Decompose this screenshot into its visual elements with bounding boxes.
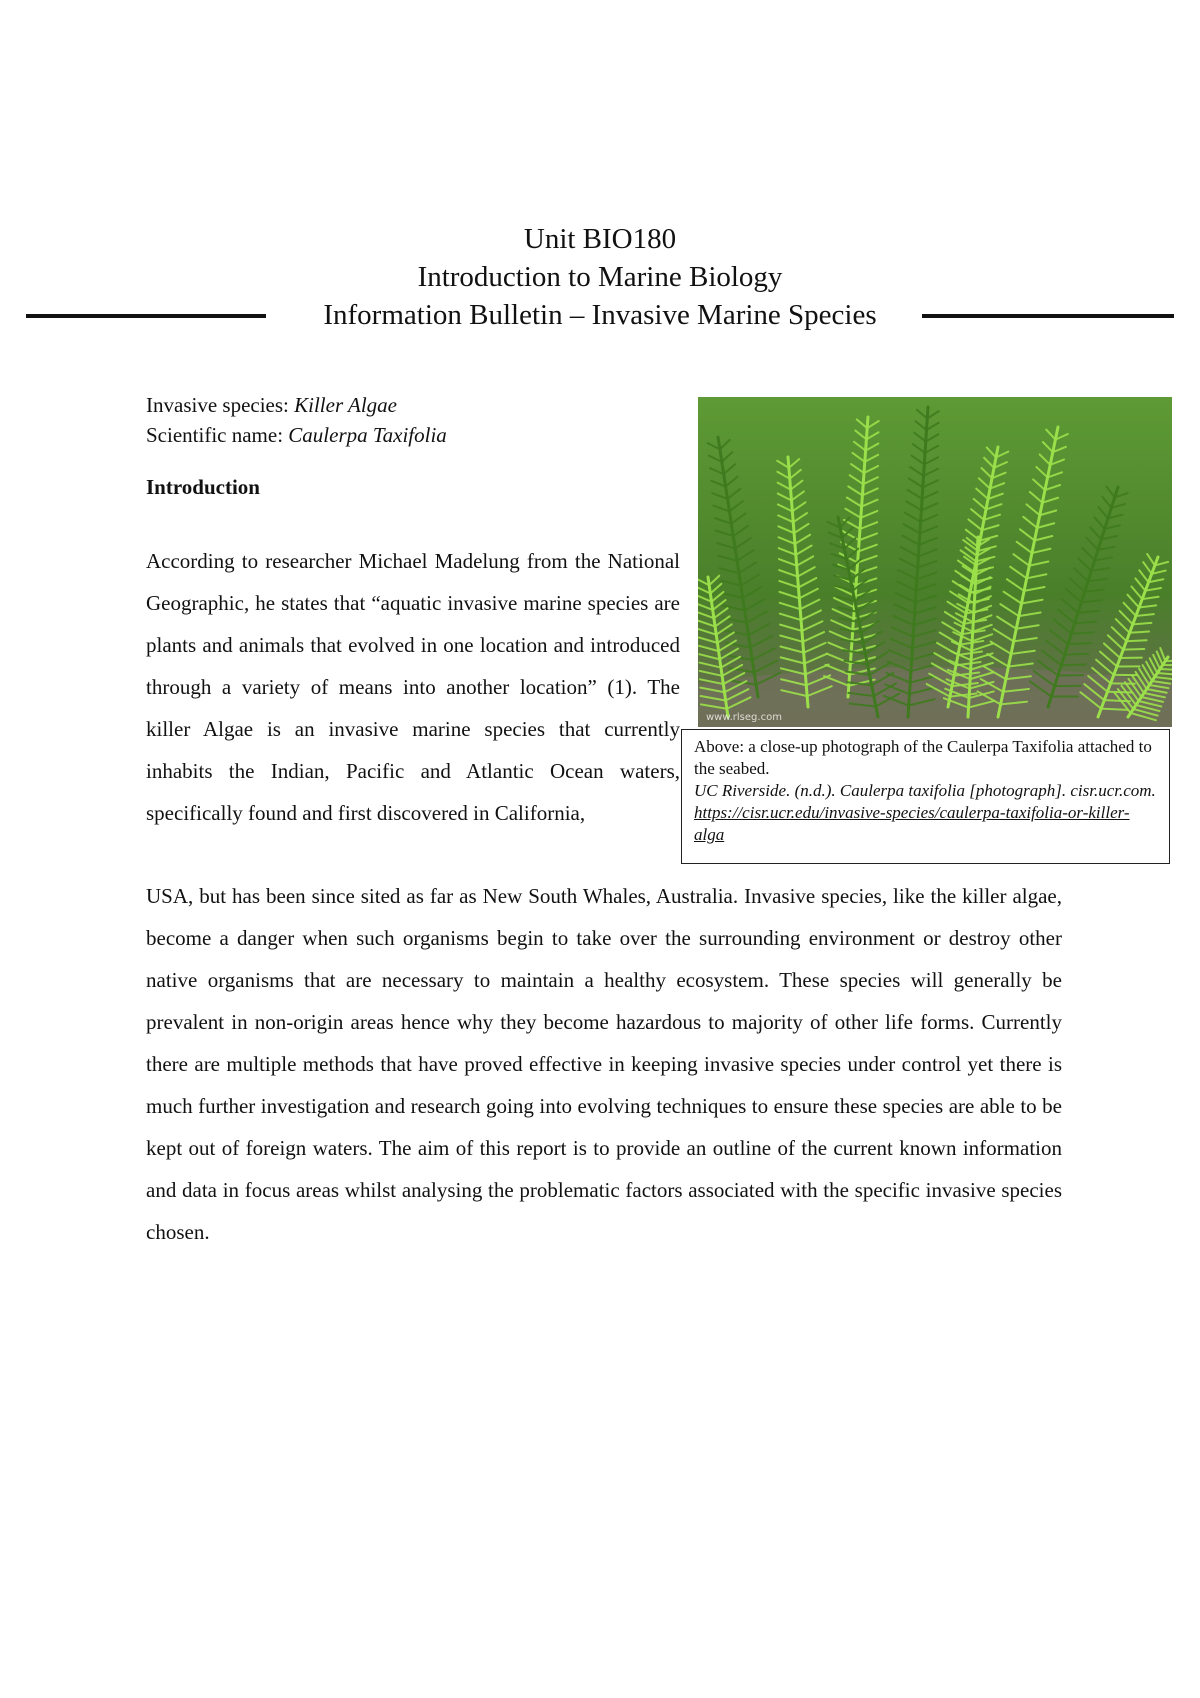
scientific-name-line [146,420,447,450]
citation-text: UC Riverside. (n.d.). Caulerpa taxifolia [photograph]. cisr.ucr.com. [694,781,1156,800]
common-name: Killer Algae [294,393,397,417]
photo-watermark: www.rlseg.com [706,712,782,723]
scientific-name: Caulerpa Taxifolia [288,423,447,447]
common-name-line [146,390,447,420]
figure-caption: Above: a close-up photograph of the Caulerpa Taxifolia attached to the seabed. [694,737,1152,778]
bulletin-title: Information Bulletin – Invasive Marine Species [323,299,877,331]
introduction-text-wrapped [146,540,680,834]
header-rule-right [922,314,1174,318]
figure-caption-box [681,729,1170,864]
citation-link[interactable]: https://cisr.ucr.edu/invasive-species/caulerpa-taxifolia-or-killer-alga [694,803,1130,844]
scientific-name-label: Scientific name: [146,423,289,447]
figure-citation [694,780,1157,846]
unit-code: Unit BIO180 [523,223,677,255]
course-title: Introduction to Marine Biology [417,261,783,293]
introduction-text-full [146,875,1062,1253]
common-name-label: Invasive species: [146,393,295,417]
algae-illustration [698,397,1172,727]
killer-algae-photo [698,397,1172,727]
species-meta [146,390,447,450]
introduction-heading: Introduction [146,475,260,499]
introduction-paragraph-end: USA, but has been since sited as far as New South Whales, Australia. Invasive species, like the killer algae, become a danger when such organisms begin to take over the surrounding environment or destroy other native organisms that are necessary to maintain a healthy ecosystem. These species will generally be prevalent in non-origin areas hence why they become hazardous to majority of other life forms. Currently there are multiple methods that have proved effective in keeping invasive species under control yet there is much further investigation and research going into evolving techniques to ensure these species are able to be kept out of foreign waters. The aim of this report is to provide an outline of the current known information and data in focus areas whilst analysing the problematic factors associated with the specific invasive species chosen. [146,884,1062,1244]
introduction-paragraph-start: According to researcher Michael Madelung from the National Geographic, he states that “aquatic invasive marine species are plants and animals that evolved in one location and introduced through a variety of means into another location” (1). The killer Algae is an invasive marine species that currently inhabits the Indian, Pacific and Atlantic Ocean waters, specifically found and first discovered in California, [146,549,680,825]
header-rule-left [26,314,266,318]
